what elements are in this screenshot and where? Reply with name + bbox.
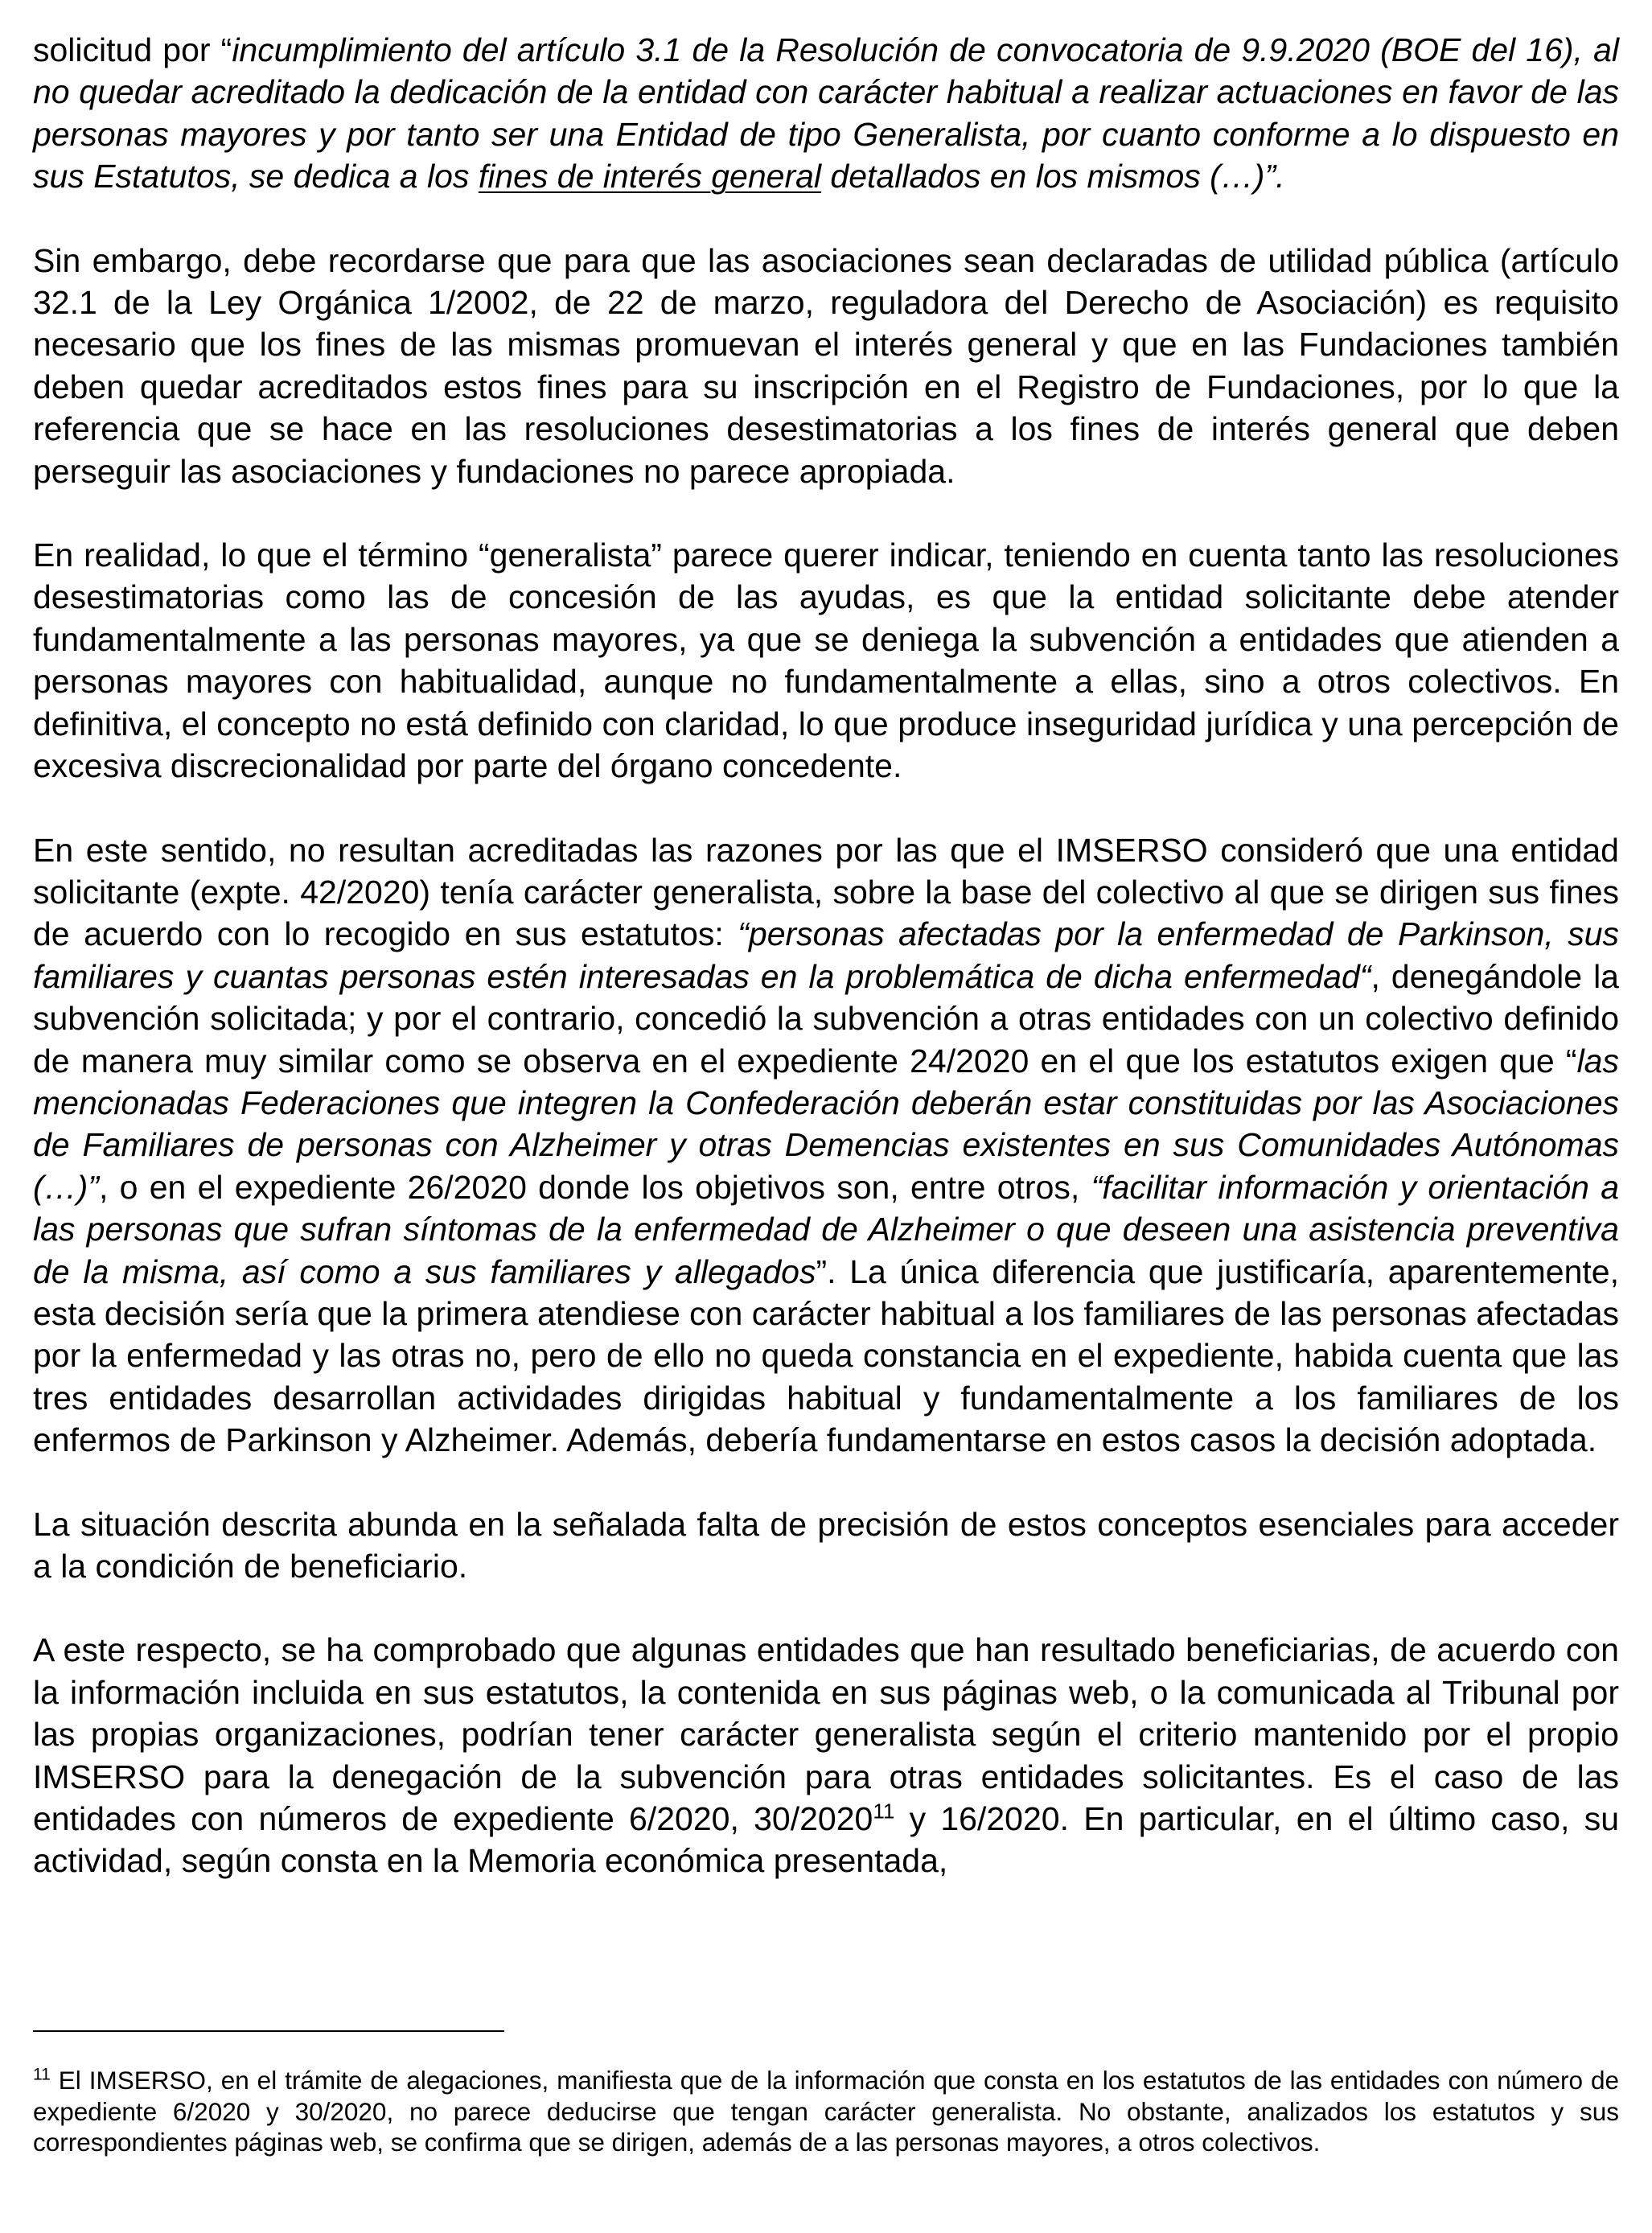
p6-text-a: A este respecto, se ha comprobado que algunas entidades que han resultado beneficiarias, de acuerdo con la información incluida en sus estatutos, la contenida en sus páginas web, o la comunicada al Tribunal por las propias organizaciones, podrían tener carácter generalista según el criterio mantenido por el propio IMSERSO para la denegación de la subvención para otras entidades solicitantes. Es el caso de las entidades con números de expediente 6/2020, 30/2020 [33,1631,1619,1838]
p4-text-a: En este sentido, no resultan acreditadas las razones por las que el IMSERSO consideró que una entidad solicitante (expte. 42/2020) tenía carácter generalista, sobre la base del colectivo al que se dirigen sus fines de acuerdo con lo recogido en sus estatutos: [33,831,1619,953]
p1-quote-italic [33,31,1619,195]
p1-text-a: solicitud por “ [33,31,232,68]
footnote-reference[interactable]: 11 [873,1799,895,1824]
p4-quote-parkinson: “personas afectadas por la enfermedad de Parkinson, sus familiares y cuantas personas estén interesadas en la problemática de dicha enfermedad“ [33,915,1619,995]
footnote-text: El IMSERSO, en el trámite de alegaciones, manifiesta que de la información que consta en los estatutos de las entidades con número de expediente 6/2020 y 30/2020, no parece deducirse que tengan carácter generalista. No obstante, analizados los estatutos y sus correspondientes páginas web, se confirma que se dirigen, además de a las personas mayores, a otros colectivos. [33,2066,1619,2157]
footnote-number: 11 [33,2065,51,2084]
footnote-separator [33,2030,504,2032]
p1-text-d: detallados en los mismos (…)”. [821,158,1285,195]
p1-underlined-phrase: fines de interés general [478,158,822,195]
paragraph-5: La situación descrita abunda en la señalada falta de precisión de estos conceptos esenciales para acceder a la condición de beneficiario. [33,1505,1619,1585]
p6-text-b: y 16/2020. En particular, en el último caso, su actividad, según consta en la Memoria económica presentada, [33,1800,1620,1880]
p4-text-e: , o en el expediente 26/2020 donde los objetivos son, entre otros, [98,1168,1091,1206]
footnote [33,2065,1619,2158]
p4-quote-alzheimer: “facilitar información y orientación a las personas que sufran síntomas de la enfermedad de Alzheimer o que deseen una asistencia preventiva de la misma, así como a sus familiares y allegados [33,1168,1619,1290]
p4-text-c: , denegándole la subvención solicitada; y por el contrario, concedió la subvención a otras entidades con un colectivo definido de manera muy similar como se observa en el expediente 24/2020 en el que los estatutos exigen que “ [33,957,1619,1079]
p4-quote-federaciones: las mencionadas Federaciones que integren la Confederación deberán estar constituidas por las Asociaciones de Familiares de personas con Alzheimer y otras Demencias existentes en sus Comunidades Autónomas (…)” [33,1042,1619,1206]
paragraph-2: Sin embargo, debe recordarse que para que las asociaciones sean declaradas de utilidad pública (artículo 32.1 de la Ley Orgánica 1/2002, de 22 de marzo, reguladora del Derecho de Asociación) es requisito necesario que los fines de las mismas promuevan el interés general y que en las Fundaciones también deben quedar acreditados estos fines para su inscripción en el Registro de Fundaciones, por lo que la referencia que se hace en las resoluciones desestimatorias a los fines de interés general que deben perseguir las asociaciones y fundaciones no parece apropiada. [33,241,1619,490]
document-body [33,29,1619,1882]
paragraph-6 [33,1629,1619,1881]
paragraph-1 [33,29,1619,198]
p4-text-g: ”. La única diferencia que justificaría, aparentemente, esta decisión sería que la primera atendiese con carácter habitual a los familiares de las personas afectadas por la enfermedad y las otras no, pero de ello no queda constancia en el expediente, habida cuenta que las tres entidades desarrollan actividades dirigidas habitual y fundamentalmente a los familiares de los enfermos de Parkinson y Alzheimer. Además, debería fundamentarse en estos casos la decisión adoptada. [33,1252,1619,1459]
paragraph-3: En realidad, lo que el término “generalista” parece querer indicar, teniendo en cuenta tanto las resoluciones desestimatorias como las de concesión de las ayudas, es que la entidad solicitante debe atender fundamentalmente a las personas mayores, ya que se deniega la subvención a entidades que atienden a personas mayores con habitualidad, aunque no fundamentalmente a ellas, sino a otros colectivos. En definitiva, el concepto no está definido con claridad, lo que produce inseguridad jurídica y una percepción de excesiva discrecionalidad por parte del órgano concedente. [33,537,1619,785]
paragraph-4 [33,829,1619,1462]
p1-text-b: incumplimiento del artículo 3.1 de la Resolución de convocatoria de 9.9.2020 (BOE del 16), al no quedar acreditado la dedicación de la entidad con carácter habitual a realizar actuaciones en favor de las personas mayores y por tanto ser una Entidad de tipo Generalista, por cuanto conforme a lo dispuesto en sus Estatutos, se dedica a los [33,31,1619,195]
